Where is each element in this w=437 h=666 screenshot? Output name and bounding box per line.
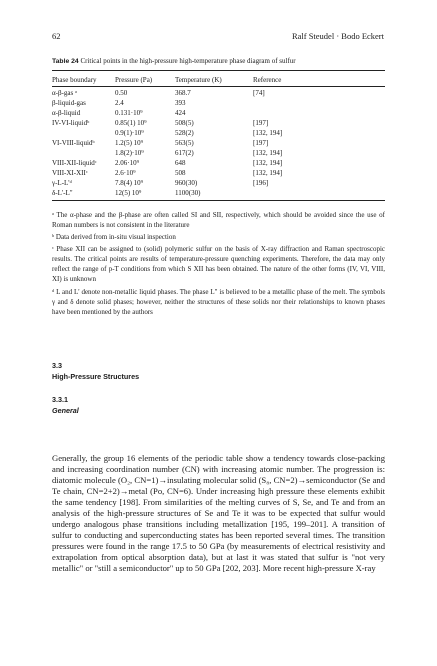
table-cell: 563(5): [175, 139, 194, 147]
table-row: [52, 129, 385, 139]
footnote-d: ᵈ L and L' denote non-metallic liquid phases. The phase L" is believed to be a metallic phase of the melt. The symbols γ and δ denote solid phases; however, neither the structures of these solids nor their relationships to known phases have been mentioned by the authors: [52, 288, 385, 316]
table-cell: 0.85(1) 10⁹: [115, 119, 147, 127]
table-cell: β-liquid-gas: [52, 99, 86, 107]
table-cell: 2.06·10⁹: [115, 159, 140, 167]
section-title: High-Pressure Structures: [52, 372, 140, 381]
column-header: Phase boundary: [52, 76, 97, 84]
column-header: Temperature (K): [175, 76, 222, 84]
table-top-rule: [52, 70, 385, 71]
table-row: [52, 149, 385, 159]
table-cell: VIII-XII-liquidᶜ: [52, 159, 97, 167]
table-caption-text: Critical points in the high-pressure high-temperature phase diagram of sulfur: [80, 57, 296, 65]
table-cell: 0.50: [115, 89, 128, 97]
table-bottom-rule: [52, 200, 385, 201]
table-cell: 368.7: [175, 89, 191, 97]
table-row: [52, 119, 385, 129]
table-cell: 393: [175, 99, 186, 107]
table-cell: δ-L'-L": [52, 189, 73, 197]
table-cell: [74]: [253, 89, 265, 97]
table-row: [52, 169, 385, 179]
footnote-b: ᵇ Data derived from in-situ visual inspection: [52, 233, 176, 241]
footnote-c: ᶜ Phase XII can be assigned to (solid) polymeric sulfur on the basis of X-ray diffraction and Raman spectroscopic results. The critical points are results of temperature-pressure quenching experiments. Therefore, the data may only reflect the range of p-T conditions from which S XII has been obtained. The nature of the other forms (IV, VI, VIII, XI) is unknown: [52, 245, 385, 283]
subsection-title: General: [52, 406, 79, 415]
table-caption: [52, 57, 296, 65]
table-cell: 2.4: [115, 99, 124, 107]
footnote-a: ᵃ The α-phase and the β-phase are often called SI and SII, respectively, which should be avoided since the use of Roman numbers is not consistent in the literature: [52, 211, 385, 229]
table-cell: 1.8(2)·10⁹: [115, 149, 144, 157]
running-header-authors: Ralf Steudel · Bodo Eckert: [291, 31, 384, 41]
table-row: [52, 159, 385, 169]
table-cell: 508: [175, 169, 186, 177]
table-row: [52, 109, 385, 119]
table-row: [52, 89, 385, 99]
table-cell: 7.8(4) 10⁹: [115, 179, 144, 187]
table-cell: 0.9(1)·10⁹: [115, 129, 144, 137]
table-row: [52, 99, 385, 109]
table-cell: 960(30): [175, 179, 198, 187]
column-header: Reference: [253, 76, 282, 84]
table-header-rule: [52, 86, 385, 87]
column-header: Pressure (Pa): [115, 76, 153, 84]
table-cell: α-β-gas ᵃ: [52, 89, 77, 97]
table-cell: VIII-XI-XIIᶜ: [52, 169, 88, 177]
table-cell: IV-VI-liquidᵇ: [52, 119, 90, 127]
table-cell: 12(5) 10⁹: [115, 189, 142, 197]
table-row: [52, 189, 385, 199]
table-cell: 1100(30): [175, 189, 201, 197]
table-cell: [132, 194]: [253, 149, 283, 157]
table-cell: 508(5): [175, 119, 194, 127]
table-cell: [132, 194]: [253, 169, 283, 177]
table-cell: α-β-liquid: [52, 109, 81, 117]
table-cell: 617(2): [175, 149, 194, 157]
page-number: 62: [52, 31, 61, 41]
table-caption-label: Table 24: [52, 58, 79, 65]
table-cell: [197]: [253, 119, 269, 127]
table-cell: [132, 194]: [253, 159, 283, 167]
table-cell: [197]: [253, 139, 269, 147]
table-cell: VI-VIII-liquidᵇ: [52, 139, 95, 147]
table-cell: 424: [175, 109, 186, 117]
table-cell: γ-L-L'ᵈ: [52, 179, 72, 187]
table-cell: 2.6·10⁹: [115, 169, 136, 177]
section-number: 3.3: [52, 361, 62, 370]
paragraph-text: Generally, the group 16 elements of the periodic table show a tendency towards close-packing and increasing coordination number (CN) with increasing atomic number. The progression is: diatomic molecule (O₂, CN=1)→insulating molecular solid (S₈, CN=2)→semiconductor (Se and Te chain, CN=2+2)→metal (Po, CN=6). Under increasing high pressure these elements exhibit the same tendency [198]. From similarities of the melting curves of S, Se, and Te and from an analysis of the high-pressure structures of Se and Te it was to be expected that sulfur would undergo analogous phase transitions including metallization [195, 199–201]. A transition of sulfur to conducting and superconducting states has been reported several times. The transition pressures were found in the range 17.5 to 50 GPa (by measurements of electrical resistivity and extrapolation from optical absorption data), but at last it was stated that sulfur is "not very metallic" or "still a semiconductor" up to 50 GPa [202, 203]. More recent high-pressure X-ray: [52, 453, 385, 573]
subsection-number: 3.3.1: [52, 395, 68, 404]
table-cell: 0.131·10⁹: [115, 109, 143, 117]
table-cell: 1.2(5) 10⁹: [115, 139, 144, 147]
body-paragraph: [52, 453, 385, 574]
table-header-row: [52, 76, 385, 86]
table-cell: [196]: [253, 179, 269, 187]
table-row: [52, 139, 385, 149]
table-cell: 648: [175, 159, 186, 167]
table-cell: [132, 194]: [253, 129, 283, 137]
table-cell: 528(2): [175, 129, 194, 137]
table-row: [52, 179, 385, 189]
